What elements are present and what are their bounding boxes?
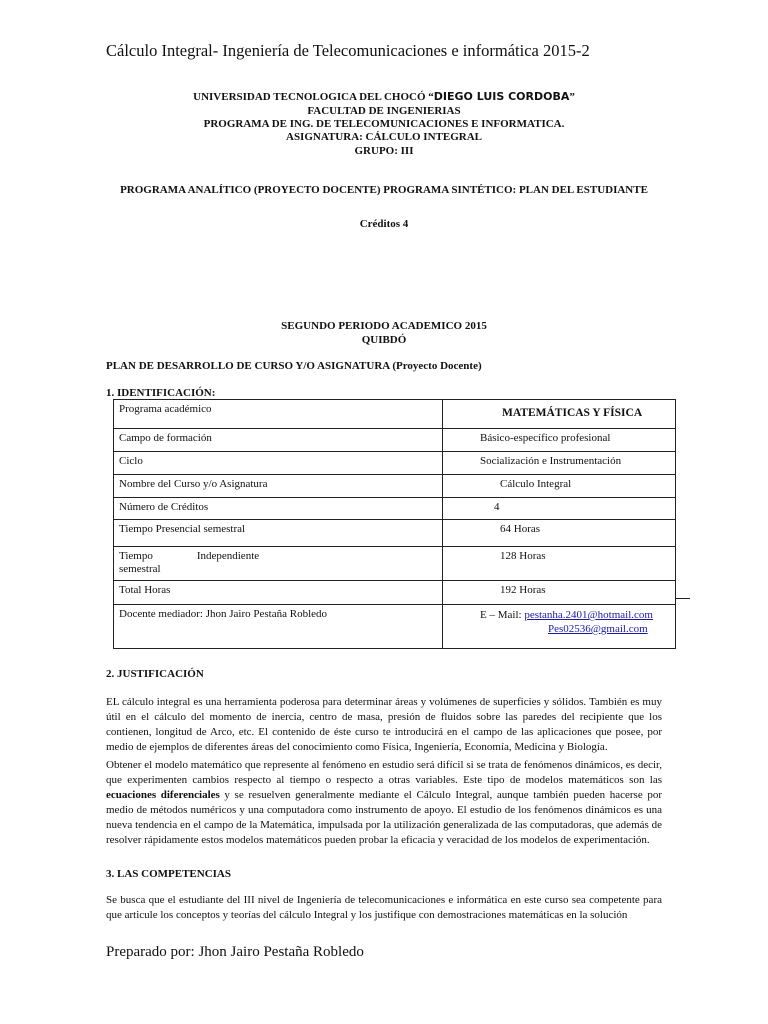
row-label bbox=[114, 547, 443, 581]
page-footer: Preparado por: Jhon Jairo Pestaña Robledo bbox=[106, 944, 364, 960]
university-name bbox=[0, 90, 768, 103]
table-row bbox=[114, 429, 676, 452]
table-row bbox=[114, 547, 676, 581]
group-name: GRUPO: III bbox=[354, 145, 414, 157]
table-row bbox=[114, 581, 676, 605]
program-value: MATEMÁTICAS Y FÍSICA bbox=[502, 407, 643, 419]
university-suffix: ” bbox=[569, 91, 575, 103]
row-value bbox=[443, 400, 676, 429]
email-prefix: E – Mail: bbox=[480, 609, 525, 621]
identification-heading: 1. IDENTIFICACIÓN: bbox=[106, 387, 216, 399]
total-hours-value: 192 Horas bbox=[500, 584, 546, 596]
row-value bbox=[443, 475, 676, 498]
competencies-heading: 3. LAS COMPETENCIAS bbox=[106, 868, 231, 880]
faculty-name: FACULTAD DE INGENIERIAS bbox=[307, 105, 461, 117]
cycle-value: Socialización e Instrumentación bbox=[480, 455, 622, 467]
table-row bbox=[114, 452, 676, 475]
identification-table bbox=[113, 399, 676, 649]
paragraph-text bbox=[106, 758, 662, 848]
paragraph-text: EL cálculo integral es una herramienta poderosa para determinar áreas y volúmenes de superficies y sólidos. También es muy útil en el cálculo del momento de inercia, centro de masa, presión de fluidos sobre las paredes del recipiente que los contienen, longitud de Arco, etc. El contenido de éste curso te introducirá en el campo de las aplicaciones que posee, por medio de ejemplos de diferentes áreas del conocimiento como Física, Ingeniería, Economía, Medicina y Biología. bbox=[106, 696, 662, 753]
row-label: Programa académico bbox=[114, 400, 443, 429]
justification-heading: 2. JUSTIFICACIÓN bbox=[106, 668, 204, 680]
table-divider-overhang bbox=[676, 598, 690, 599]
subject-name: ASIGNATURA: CÁLCULO INTEGRAL bbox=[286, 131, 482, 143]
program-title: PROGRAMA ANALÍTICO (PROYECTO DOCENTE) PROGRAMA SINTÉTICO: PLAN DEL ESTUDIANTE bbox=[120, 184, 648, 196]
row-value bbox=[443, 520, 676, 547]
row-value bbox=[443, 452, 676, 475]
row-label: Total Horas bbox=[114, 581, 443, 605]
table-row bbox=[114, 400, 676, 429]
university-prefix: UNIVERSIDAD TECNOLOGICA DEL CHOCÓ “ bbox=[193, 91, 434, 103]
independent-hours-value: 128 Horas bbox=[500, 550, 546, 562]
page-header: Cálculo Integral- Ingeniería de Telecomunicaciones e informática 2015-2 bbox=[106, 41, 590, 60]
period-title: SEGUNDO PERIODO ACADEMICO 2015 bbox=[281, 320, 487, 332]
row-value bbox=[443, 429, 676, 452]
plan-title: PLAN DE DESARROLLO DE CURSO Y/O ASIGNATURA (Proyecto Docente) bbox=[106, 360, 482, 372]
justification-paragraph-1 bbox=[106, 695, 662, 755]
row-label: Campo de formación bbox=[114, 429, 443, 452]
email-link-2[interactable]: Pes02536@gmail.com bbox=[548, 623, 648, 635]
paragraph-text: Se busca que el estudiante del III nivel de Ingeniería de telecomunicaciones e informática en este curso sea competente para que articule los conceptos y teorías del cálculo Integral y los justifique con demostraciones matemáticas en la solución bbox=[106, 894, 662, 921]
row-label: Nombre del Curso y/o Asignatura bbox=[114, 475, 443, 498]
city-name: QUIBDÓ bbox=[361, 334, 407, 346]
program-name: PROGRAMA DE ING. DE TELECOMUNICACIONES E INFORMATICA. bbox=[203, 118, 565, 130]
justification-paragraph-2 bbox=[106, 758, 662, 848]
label-part: Independiente bbox=[196, 550, 260, 562]
field-value: Básico-específico profesional bbox=[480, 432, 611, 444]
table-row bbox=[114, 498, 676, 520]
paragraph-text-start: Obtener el modelo matemático que represente al fenómeno en estudio será difícil si se trata de fenómenos dinámicos, es decir, que experimenten cambios respecto al tiempo o respecto a otras variables. Este tipo de modelos matemáticos son las bbox=[106, 759, 662, 786]
label-part: Tiempo bbox=[119, 550, 153, 562]
presential-hours-value: 64 Horas bbox=[500, 523, 541, 535]
paragraph-text-end: y se resuelven generalmente mediante el Cálculo Integral, aunque también pueden hacerse por medio de métodos numéricos y una computadora como instrumento de apoyo. El estudio de los fenómenos dinámicos es una nueva tendencia en el campo de la Matemática, impulsada por la utilización generalizada de las computadoras, que además de resolver rápidamente estos modelos matemáticos pueden probar la eficacia y veracidad de los modelos de experimentación. bbox=[106, 789, 662, 846]
table-row bbox=[114, 605, 676, 649]
row-value bbox=[443, 581, 676, 605]
university-brand: DIEGO LUIS CORDOBA bbox=[433, 90, 570, 103]
row-label: Ciclo bbox=[114, 452, 443, 475]
credits-line: Créditos 4 bbox=[359, 218, 409, 230]
row-label: Número de Créditos bbox=[114, 498, 443, 520]
table-row bbox=[114, 475, 676, 498]
row-value bbox=[443, 605, 676, 649]
row-value bbox=[443, 498, 676, 520]
competencies-paragraph bbox=[106, 893, 662, 923]
table-row bbox=[114, 520, 676, 547]
teacher-label: Docente mediador: Jhon Jairo Pestaña Robledo bbox=[114, 605, 443, 649]
bold-term: ecuaciones diferenciales bbox=[106, 789, 220, 801]
email-link-1[interactable]: pestanha.2401@hotmail.com bbox=[524, 609, 653, 621]
row-value bbox=[443, 547, 676, 581]
credits-value: 4 bbox=[494, 501, 500, 513]
row-label: Tiempo Presencial semestral bbox=[114, 520, 443, 547]
course-value: Cálculo Integral bbox=[500, 478, 572, 490]
label-part: semestral bbox=[119, 563, 161, 575]
